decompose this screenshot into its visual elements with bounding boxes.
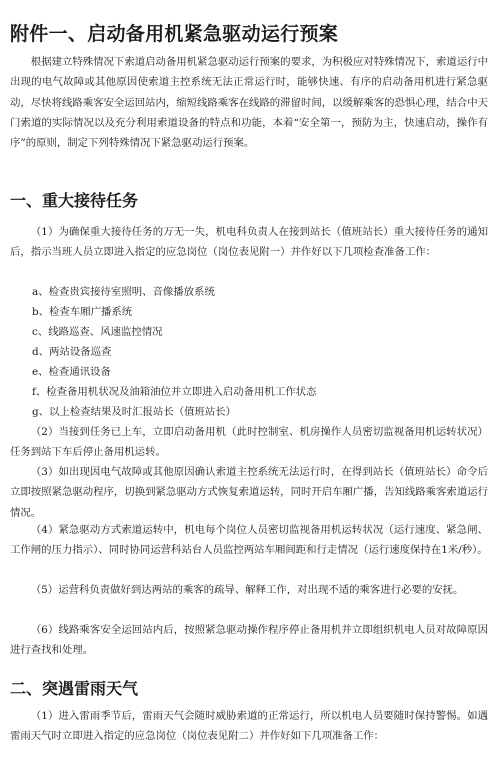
check-item-e: e、检查通讯设备 bbox=[32, 366, 111, 378]
section1-paragraph-5: （5）运营科负责做好到达两站的乘客的疏导、解释工作，对出现不适的乘客进行必要的安抚。 bbox=[30, 584, 464, 596]
check-item-b: b、检查车厢广播系统 bbox=[32, 306, 133, 318]
section1-paragraph-4: （4）紧急驱动方式索道运转中，机电每个岗位人员密切监视备用机运转状况（运行速度、紧急闸、工作闸的压力指示）、同时协同运营科站台人员监控两站车厢间距和行走情况（运行速度保持在1米/秒）。 bbox=[10, 524, 488, 557]
check-item-f: f、检查备用机状况及油箱油位并立即进入启动备用机工作状态 bbox=[32, 386, 317, 398]
check-item-g: g、以上检查结果及时汇报站长（值班站长） bbox=[32, 406, 237, 418]
check-item-a: a、检查贵宾接待室照明、音像播放系统 bbox=[32, 286, 215, 298]
document-title: 附件一、启动备用机紧急驱动运行预案 bbox=[10, 23, 339, 45]
section-heading-thunderstorm: 二、突遇雷雨天气 bbox=[10, 679, 139, 698]
section1-paragraph-2: （2）当接到任务已上车，立即启动备用机（此时控制室、机房操作人员密切监视备用机运转状况）任务到站下车后停止备用机运转。 bbox=[10, 426, 488, 459]
check-item-d: d、两站设备巡查 bbox=[32, 346, 112, 358]
intro-paragraph: 根据建立特殊情况下索道启动备用机紧急驱动运行预案的要求，为积极应对特殊情况下，索道运行中出现的电气故障或其他原因使索道主控系统无法正常运行时，能够快速、有序的启动备用机进行紧急驱动，尽快将线路乘客安全运回站内，缩短线路乘客在线路的滞留时间，以缓解乘客的恐惧心理，结合中天门索道的实际情况以及充分利用索道设备的特点和功能，本着“安全第一，预防为主，快速启动，操作有序”的原则，制定下列特殊情况下紧急驱动运行预案。 bbox=[10, 56, 488, 150]
section1-paragraph-6: （6）线路乘客安全运回站内后，按照紧急驱动操作程序停止备用机并立即组织机电人员对故障原因进行查找和处理。 bbox=[10, 624, 488, 657]
section1-paragraph-1: （1）为确保重大接待任务的万无一失，机电科负责人在接到站长（值班站长）重大接待任务的通知后，指示当班人员立即进入指定的应急岗位（岗位表见附一）并作好以下几项检查准备工作： bbox=[10, 226, 488, 259]
section1-paragraph-3: （3）如出现因电气故障或其他原因确认索道主控系统无法运行时，在得到站长（值班站长）命令后立即按照紧急驱动程序，切换到紧急驱动方式恢复索道运转，同时开启车厢广播，告知线路乘客索道运行情况。 bbox=[10, 466, 488, 519]
section2-paragraph-1: （1）进入雷雨季节后，雷雨天气会随时威胁索道的正常运行，所以机电人员要随时保持警惕。如遇雷雨天气时立即进入指定的应急岗位（岗位表见附二）并作好如下几项准备工作： bbox=[10, 710, 488, 743]
section-heading-major-reception: 一、重大接待任务 bbox=[10, 191, 139, 210]
check-item-c: c、线路巡查、风速监控情况 bbox=[32, 326, 163, 338]
